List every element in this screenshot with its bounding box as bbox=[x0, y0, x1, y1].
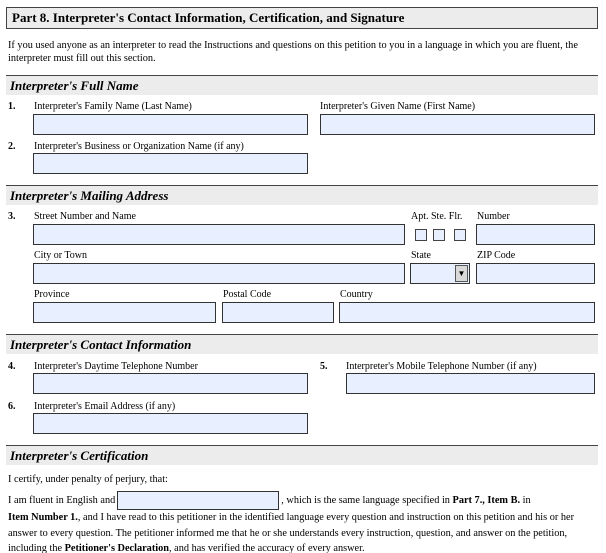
item-number-3: 3. bbox=[8, 211, 16, 222]
part-8-header: Part 8. Interpreter's Contact Information, Certification, and Signature bbox=[6, 7, 598, 29]
item-ref: Item Number 1. bbox=[8, 512, 78, 523]
business-name-label: Interpreter's Business or Organization Name (if any) bbox=[34, 141, 244, 152]
contact-info-section-header: Interpreter's Contact Information bbox=[6, 334, 598, 354]
email-input[interactable] bbox=[33, 413, 308, 434]
daytime-phone-input[interactable] bbox=[33, 373, 308, 394]
item-number-6: 6. bbox=[8, 401, 16, 412]
fluent-suffix: , which is the same language specified in bbox=[281, 494, 453, 506]
ste-checkbox[interactable] bbox=[433, 229, 445, 241]
postal-code-label: Postal Code bbox=[223, 289, 272, 300]
unit-number-label: Number bbox=[477, 211, 510, 222]
declaration-ref: Petitioner's Declaration bbox=[64, 543, 169, 553]
certification-body-a: , and I have read to this petitioner in the identified language every question and instruction on this petition and his or her answer to every question. The petitioner informed me that he or she understands every instruction, question, and answer on the petition, including the bbox=[8, 512, 575, 553]
province-input[interactable] bbox=[33, 302, 216, 323]
certification-section-header: Interpreter's Certification bbox=[6, 445, 598, 465]
item-number-5: 5. bbox=[320, 361, 328, 372]
fluent-suffix-b: in bbox=[520, 494, 531, 506]
given-name-input[interactable] bbox=[320, 114, 595, 135]
item-number-1: 1. bbox=[8, 101, 16, 112]
flr-checkbox[interactable] bbox=[454, 229, 466, 241]
city-label: City or Town bbox=[34, 250, 88, 261]
mobile-phone-input[interactable] bbox=[346, 373, 595, 394]
city-input[interactable] bbox=[33, 263, 405, 284]
certify-line: I certify, under penalty of perjury, that: bbox=[8, 474, 168, 485]
given-name-label: Interpreter's Given Name (First Name) bbox=[320, 101, 476, 112]
language-input[interactable] bbox=[117, 491, 279, 510]
unit-number-input[interactable] bbox=[476, 224, 595, 245]
certification-body-b: , and has verified the accuracy of every answer. bbox=[169, 543, 365, 553]
family-name-label: Interpreter's Family Name (Last Name) bbox=[34, 101, 192, 112]
zip-input[interactable] bbox=[476, 263, 595, 284]
part-ref: Part 7., Item B. bbox=[452, 494, 521, 506]
zip-label: ZIP Code bbox=[477, 250, 516, 261]
state-select[interactable] bbox=[410, 263, 470, 284]
certification-paragraph bbox=[8, 491, 598, 553]
state-label: State bbox=[411, 250, 431, 261]
family-name-input[interactable] bbox=[33, 114, 308, 135]
country-label: Country bbox=[340, 289, 373, 300]
full-name-section-header: Interpreter's Full Name bbox=[6, 75, 598, 95]
street-label: Street Number and Name bbox=[34, 211, 136, 222]
mailing-address-section-header: Interpreter's Mailing Address bbox=[6, 185, 598, 205]
business-name-input[interactable] bbox=[33, 153, 308, 174]
email-label: Interpreter's Email Address (if any) bbox=[34, 401, 176, 412]
fluent-prefix: I am fluent in English and bbox=[8, 494, 116, 506]
intro-text: If you used anyone as an interpreter to read the Instructions and questions on this petition to you in a language in which you are fluent, the interpreter must fill out this section. bbox=[8, 40, 578, 64]
postal-code-input[interactable] bbox=[222, 302, 334, 323]
item-number-4: 4. bbox=[8, 361, 16, 372]
item-number-2: 2. bbox=[8, 141, 16, 152]
apt-ste-flr-label: Apt. Ste. Flr. bbox=[411, 211, 463, 222]
country-input[interactable] bbox=[339, 302, 595, 323]
chevron-down-icon[interactable]: ▼ bbox=[455, 265, 468, 282]
daytime-phone-label: Interpreter's Daytime Telephone Number bbox=[34, 361, 198, 372]
street-input[interactable] bbox=[33, 224, 405, 245]
apt-checkbox[interactable] bbox=[415, 229, 427, 241]
province-label: Province bbox=[34, 289, 70, 300]
mobile-phone-label: Interpreter's Mobile Telephone Number (if any) bbox=[346, 361, 537, 372]
